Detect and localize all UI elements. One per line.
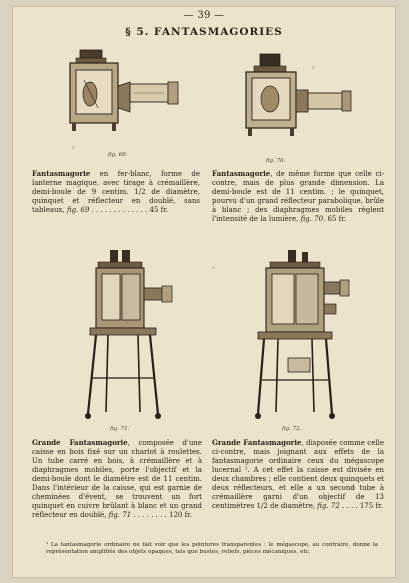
- item-71-name: Grande Fantasmagorie: [32, 438, 128, 447]
- figure-72-illustration: [248, 248, 358, 424]
- page-number: 39: [197, 10, 211, 21]
- item-71-text: , composée d'une caisse en bois fixé sur un chariot à roulettes. Un tube carré en bois, à crémaillère et à diaphragmes mobiles, porte l'objectif et la demi-boule dont le diamètre est de 11 centim. Dans l'intérieur de la caisse, qui est garnie de cheminées d'évent, se trouvent un fort quinquet en cuivre brûlant à blanc et un grand réflecteur en doublé,: [32, 439, 202, 519]
- item-71-description: [32, 438, 202, 520]
- item-72-price: . . . . 175 fr.: [339, 502, 383, 510]
- item-69-description: [32, 169, 200, 215]
- paper-speck: [72, 146, 75, 149]
- section-title: § 5. FANTASMAGORIES: [125, 26, 283, 38]
- item-70-price: . 65 fr.: [323, 215, 347, 223]
- item-69-text: en fer-blanc, forme de lanterne magique, avec tirage à crémaillère, demi-boule de 9 centim. 1/2 de diamètre, quinquet et réflecteur en doublé, sans tableaux,: [32, 170, 200, 214]
- page-header: — 39 —: [183, 10, 225, 21]
- figure-69-caption: fig. 69.: [108, 152, 128, 158]
- item-70-description: [212, 169, 384, 224]
- item-69-name: Fantasmagorie: [32, 169, 91, 178]
- figure-70-caption: fig. 70.: [266, 158, 286, 164]
- figure-69-illustration: [64, 46, 194, 146]
- item-71-price: . . . . . . . . 120 fr.: [131, 511, 192, 519]
- item-69-price: . . . . . . . . . . . . . 45 fr.: [89, 206, 169, 214]
- item-69-fig-ref: fig. 69: [66, 206, 90, 214]
- item-72-fig-ref: fig. 72: [317, 502, 340, 510]
- catalog-page: [12, 6, 396, 578]
- item-70-text: , de même forme que celle ci-contre, mais de plus grande dimension. La demi-boule est de 11 centim. ; le quinquet, pourvu d'un grand réflecteur parabolique, brûle à blanc ; des diaphragmes mobiles règlent l'intensité de la lumière,: [212, 170, 384, 223]
- figure-71-caption: fig. 71.: [110, 426, 130, 432]
- item-70-fig-ref: fig. 70: [300, 215, 324, 223]
- paper-speck: [212, 266, 215, 269]
- item-71-fig-ref: fig. 71: [108, 511, 132, 519]
- figure-72-caption: fig. 72.: [282, 426, 302, 432]
- item-72-text: , disposée comme celle ci-contre, mais joignant aux effets de la fantasmagorie ordinaire ceux du mégascope lucernal ¹. A cet effet la caisse est divisée en deux chambres ; elle contient deux quinquets et deux réflecteurs, et elle a un second tube à crémaillère garni d'un objectif de 13 centimètres 1/2 de diamètre,: [212, 439, 384, 510]
- figure-71-illustration: [82, 248, 182, 424]
- item-72-description: [212, 438, 384, 511]
- item-72-name: Grande Fantasmagorie: [212, 438, 302, 447]
- footnote: ¹ La fantasmagorie ordinaire ne fait voir que les peintures transparentes : le mégascope, au contraire, donne la représentation amplifiée des objets opaques, tels que bustes, reliefs, pièces mécaniques, etc.: [46, 542, 378, 555]
- figure-70-illustration: [234, 50, 364, 150]
- item-70-name: Fantasmagorie: [212, 169, 271, 178]
